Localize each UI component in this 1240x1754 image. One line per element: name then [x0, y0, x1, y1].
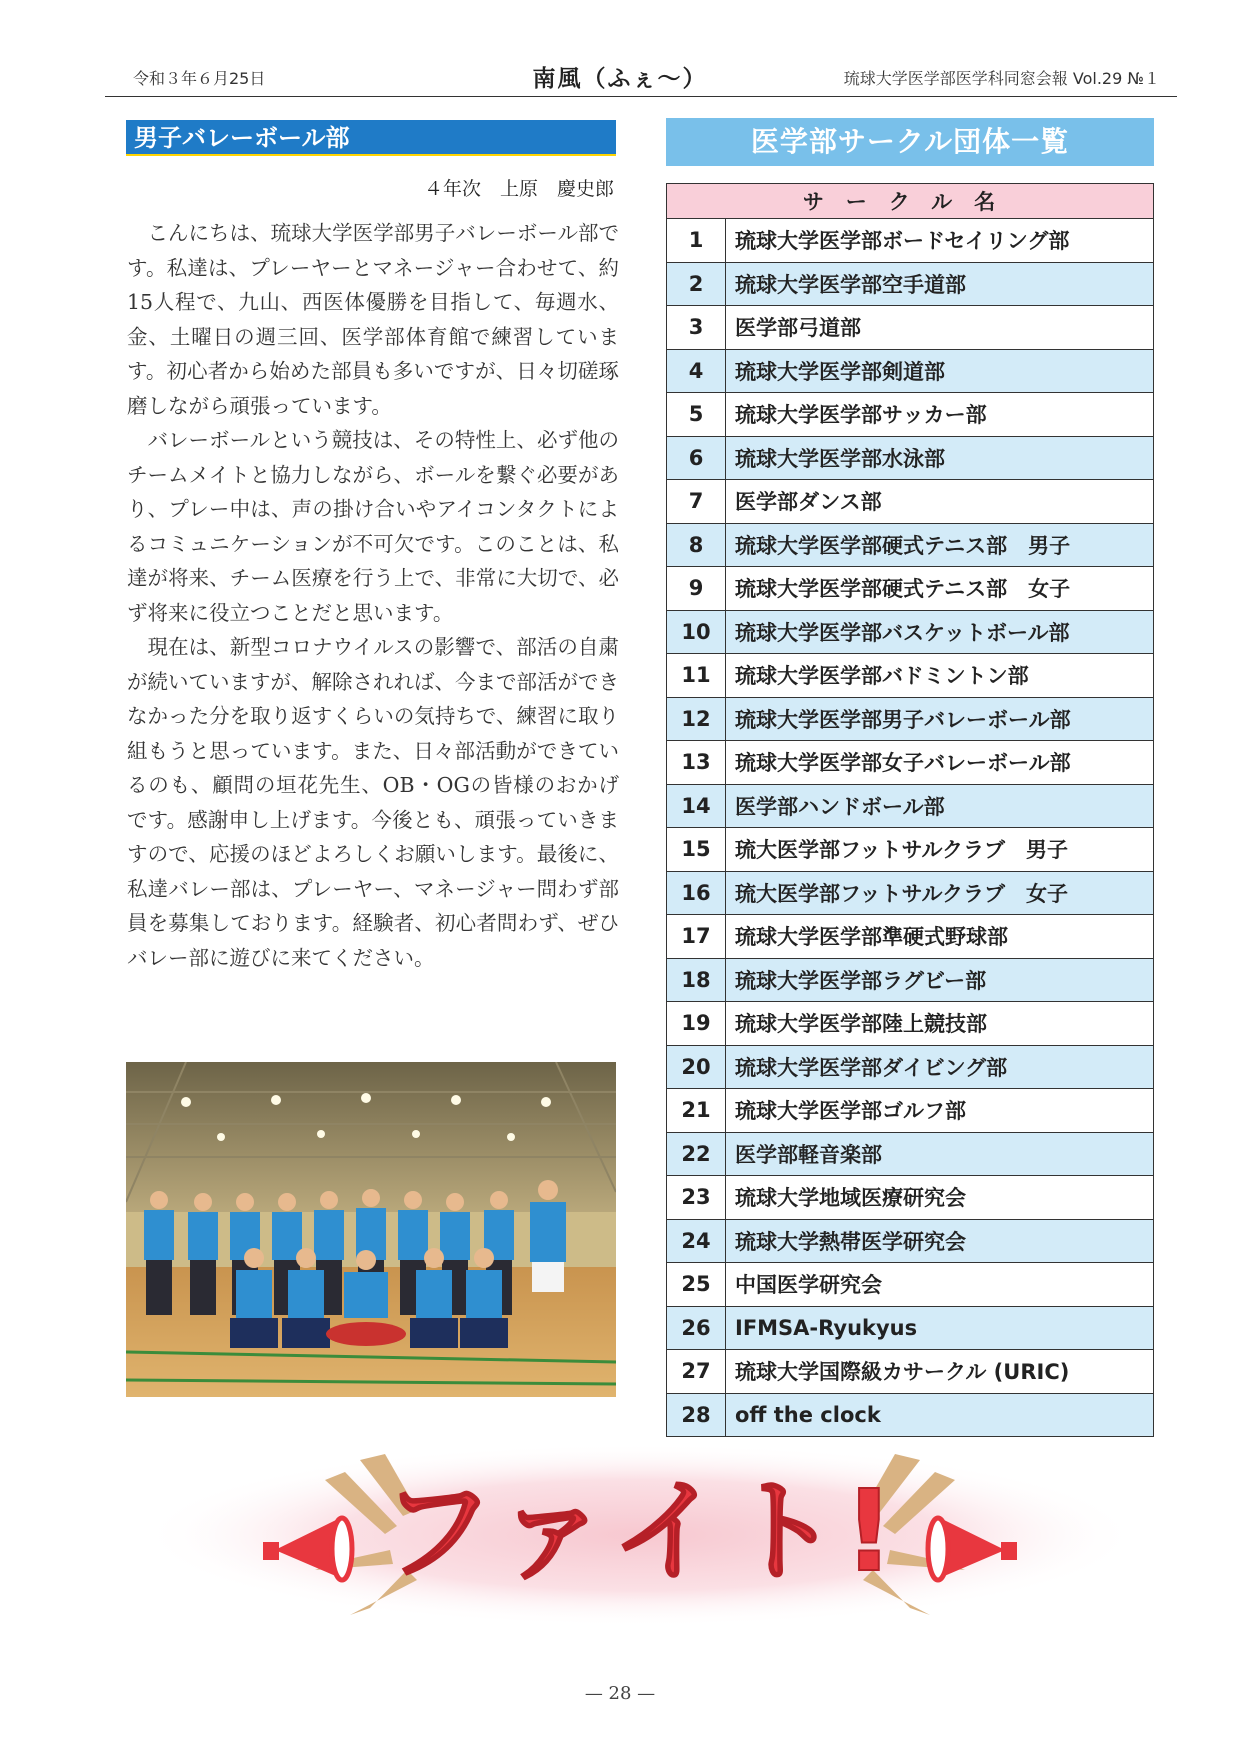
circle-name: IFMSA-Ryukyus — [726, 1306, 1154, 1350]
circle-number: 27 — [667, 1350, 726, 1394]
table-header-row — [667, 184, 1154, 219]
circle-number: 24 — [667, 1219, 726, 1263]
circle-number: 15 — [667, 828, 726, 872]
circle-number: 25 — [667, 1263, 726, 1307]
table-row — [667, 828, 1154, 872]
circle-number: 4 — [667, 349, 726, 393]
circle-name: 医学部軽音楽部 — [726, 1132, 1154, 1176]
circle-name: 琉球大学医学部空手道部 — [726, 262, 1154, 306]
circle-number: 9 — [667, 567, 726, 611]
table-row — [667, 349, 1154, 393]
table-row — [667, 306, 1154, 350]
circle-number: 22 — [667, 1132, 726, 1176]
table-row — [667, 523, 1154, 567]
table-row — [667, 436, 1154, 480]
circle-name: 琉球大学医学部女子バレーボール部 — [726, 741, 1154, 785]
circle-number: 6 — [667, 436, 726, 480]
circle-number: 5 — [667, 393, 726, 437]
circle-name: 中国医学研究会 — [726, 1263, 1154, 1307]
circle-number: 16 — [667, 871, 726, 915]
issue-date: 令和３年６月25日 — [133, 69, 266, 88]
circle-name: 医学部ダンス部 — [726, 480, 1154, 524]
article-paragraph: バレーボールという競技は、その特性上、必ず他のチームメイトと協力しながら、ボールを繋ぐ必要があり、プレー中は、声の掛け合いやアイコンタクトによるコミュニケーションが不可欠です。このことは、私達が将来、チーム医療を行う上で、非常に大切で、必ず将来に役立つことだと思います。 — [127, 428, 619, 625]
circle-number: 21 — [667, 1089, 726, 1133]
circle-name: 琉球大学医学部サッカー部 — [726, 393, 1154, 437]
column-header-circle-name: サークル名 — [667, 184, 1154, 219]
circle-name: off the clock — [726, 1393, 1154, 1437]
circle-name: 琉球大学医学部準硬式野球部 — [726, 915, 1154, 959]
table-row — [667, 1002, 1154, 1046]
table-row — [667, 1350, 1154, 1394]
team-photo — [126, 1062, 616, 1397]
circle-name: 琉大医学部フットサルクラブ 男子 — [726, 828, 1154, 872]
table-row — [667, 1176, 1154, 1220]
circle-name: 琉球大学医学部バドミントン部 — [726, 654, 1154, 698]
circle-name: 琉球大学国際級カサークル (URIC) — [726, 1350, 1154, 1394]
table-row — [667, 1132, 1154, 1176]
circle-name: 医学部弓道部 — [726, 306, 1154, 350]
table-row — [667, 915, 1154, 959]
page-number: — 28 — — [584, 1683, 656, 1704]
circle-number: 7 — [667, 480, 726, 524]
circle-number: 13 — [667, 741, 726, 785]
table-row — [667, 871, 1154, 915]
circle-number: 3 — [667, 306, 726, 350]
table-row — [667, 567, 1154, 611]
table-row — [667, 480, 1154, 524]
circle-number: 19 — [667, 1002, 726, 1046]
circle-number: 17 — [667, 915, 726, 959]
article-paragraph: こんにちは、琉球大学医学部男子バレーボール部です。私達は、プレーヤーとマネージャー合わせて、約15人程で、九山、西医体優勝を目指して、毎週水、金、土曜日の週三回、医学部体育館で練習しています。初心者から始めた部員も多いですが、日々切磋琢磨しながら頑張っています。 — [127, 221, 619, 418]
circle-number: 2 — [667, 262, 726, 306]
circle-name: 琉球大学医学部男子バレーボール部 — [726, 697, 1154, 741]
table-row — [667, 610, 1154, 654]
circle-number: 14 — [667, 784, 726, 828]
table-row — [667, 1045, 1154, 1089]
circle-table-body — [667, 219, 1154, 1437]
article-author: ４年次 上原 慶史郎 — [423, 178, 614, 200]
table-row — [667, 393, 1154, 437]
table-row — [667, 1219, 1154, 1263]
circle-number: 8 — [667, 523, 726, 567]
circle-name: 医学部ハンドボール部 — [726, 784, 1154, 828]
fight-banner — [135, 1440, 1145, 1630]
circle-name: 琉球大学医学部陸上競技部 — [726, 1002, 1154, 1046]
circle-name: 琉球大学地域医療研究会 — [726, 1176, 1154, 1220]
circle-name: 琉球大学医学部ダイビング部 — [726, 1045, 1154, 1089]
circle-name: 琉球大学医学部ラグビー部 — [726, 958, 1154, 1002]
table-row — [667, 1263, 1154, 1307]
circle-name: 琉球大学医学部ゴルフ部 — [726, 1089, 1154, 1133]
table-row — [667, 1306, 1154, 1350]
article-body — [127, 216, 619, 975]
circle-name: 琉球大学医学部硬式テニス部 女子 — [726, 567, 1154, 611]
circle-number: 23 — [667, 1176, 726, 1220]
table-row — [667, 697, 1154, 741]
circle-list-title: 医学部サークル団体一覧 — [666, 118, 1154, 166]
table-row — [667, 958, 1154, 1002]
circle-number: 1 — [667, 219, 726, 263]
table-row — [667, 1393, 1154, 1437]
table-row — [667, 262, 1154, 306]
circle-name: 琉大医学部フットサルクラブ 女子 — [726, 871, 1154, 915]
circle-name: 琉球大学医学部硬式テニス部 男子 — [726, 523, 1154, 567]
circle-name: 琉球大学医学部ボードセイリング部 — [726, 219, 1154, 263]
circle-number: 12 — [667, 697, 726, 741]
circle-number: 11 — [667, 654, 726, 698]
circle-number: 26 — [667, 1306, 726, 1350]
header-divider — [105, 96, 1177, 97]
circle-name: 琉球大学医学部水泳部 — [726, 436, 1154, 480]
newsletter-title: 南風（ふぇ〜） — [532, 65, 708, 92]
table-row — [667, 741, 1154, 785]
table-row — [667, 1089, 1154, 1133]
circle-name: 琉球大学医学部剣道部 — [726, 349, 1154, 393]
circle-name: 琉球大学熱帯医学研究会 — [726, 1219, 1154, 1263]
table-row — [667, 654, 1154, 698]
article-heading: 男子バレーボール部 — [126, 120, 616, 156]
table-row — [667, 219, 1154, 263]
article-paragraph: 現在は、新型コロナウイルスの影響で、部活の自粛が続いていますが、解除されれば、今まで部活ができなかった分を取り返すくらいの気持ちで、練習に取り組もうと思っています。また、日々部活動ができているのも、顧問の垣花先生、OB・OGの皆様のおかげです。感謝申し上げます。今後とも、頑張っていきますので、応援のほどよろしくお願いします。最後に、私達バレー部は、プレーヤー、マネージャー問わず部員を募集しております。経験者、初心者問わず、ぜひバレー部に遊びに来てください。 — [127, 635, 619, 970]
circle-name: 琉球大学医学部バスケットボール部 — [726, 610, 1154, 654]
circle-table — [666, 183, 1154, 1437]
circle-number: 20 — [667, 1045, 726, 1089]
circle-number: 10 — [667, 610, 726, 654]
circle-number: 18 — [667, 958, 726, 1002]
table-row — [667, 784, 1154, 828]
circle-number: 28 — [667, 1393, 726, 1437]
publication-info: 琉球大学医学部医学科同窓会報 Vol.29 №１ — [843, 69, 1160, 88]
fight-text: ファイト! — [381, 1467, 899, 1597]
